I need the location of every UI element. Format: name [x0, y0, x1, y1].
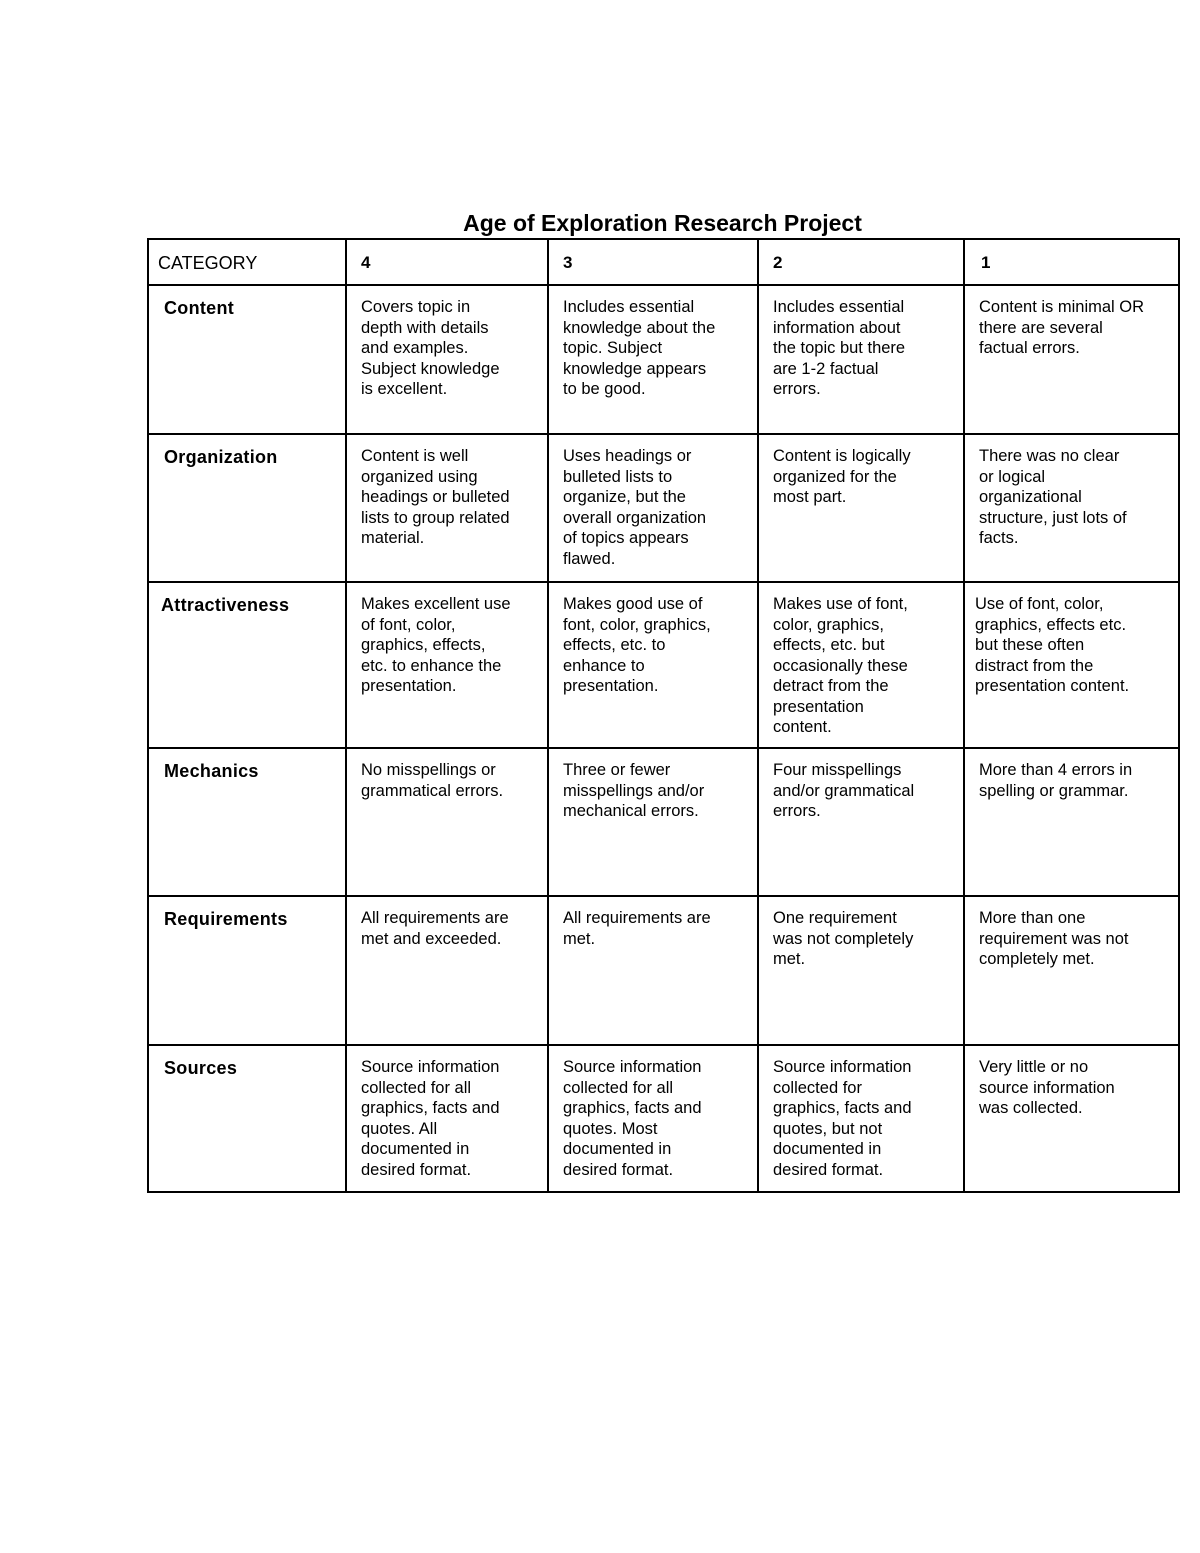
criteria-cell	[964, 1045, 1179, 1192]
header-cell-score-2	[758, 239, 964, 285]
criteria-cell	[548, 285, 758, 434]
criteria-text: Makes excellent use of font, color, graphics, effects, etc. to enhance the presentation.	[361, 595, 511, 695]
header-cell-score-3	[548, 239, 758, 285]
criteria-text: Covers topic in depth with details and examples. Subject knowledge is excellent.	[361, 298, 500, 398]
header-label: CATEGORY	[158, 253, 258, 273]
header-cell-score-4	[346, 239, 548, 285]
criteria-cell	[964, 896, 1179, 1045]
criteria-cell	[346, 434, 548, 582]
header-label: 1	[981, 253, 991, 272]
criteria-text: Content is logically organized for the most part.	[773, 447, 911, 506]
criteria-cell	[548, 1045, 758, 1192]
header-row	[148, 239, 1179, 285]
criteria-text: There was no clear or logical organizational structure, just lots of facts.	[979, 447, 1127, 547]
criteria-cell	[548, 748, 758, 896]
criteria-text: Makes use of font, color, graphics, effects, etc. but occasionally these detract from the presentation content.	[773, 595, 908, 736]
category-cell	[148, 285, 346, 434]
criteria-text: Content is well organized using headings or bulleted lists to group related material.	[361, 447, 510, 547]
criteria-text: Source information collected for all graphics, facts and quotes. All documented in desired format.	[361, 1058, 500, 1179]
header-cell-score-1	[964, 239, 1179, 285]
criteria-cell	[964, 582, 1179, 748]
criteria-cell	[346, 748, 548, 896]
criteria-text: More than one requirement was not completely met.	[979, 909, 1129, 968]
category-label: Attractiveness	[161, 595, 290, 615]
criteria-cell	[758, 896, 964, 1045]
criteria-cell	[964, 434, 1179, 582]
criteria-cell	[548, 896, 758, 1045]
criteria-text: Uses headings or bulleted lists to organize, but the overall organization of topics appears flawed.	[563, 447, 707, 568]
header-label: 4	[361, 253, 371, 272]
criteria-text: Includes essential knowledge about the topic. Subject knowledge appears to be good.	[563, 298, 716, 398]
criteria-text: Source information collected for graphics, facts and quotes, but not documented in desired format.	[773, 1058, 912, 1179]
criteria-text: Very little or no source information was collected.	[979, 1058, 1115, 1117]
criteria-cell	[758, 434, 964, 582]
criteria-cell	[964, 748, 1179, 896]
category-cell	[148, 748, 346, 896]
category-cell	[148, 434, 346, 582]
criteria-text: No misspellings or grammatical errors.	[361, 761, 504, 800]
criteria-text: All requirements are met.	[563, 909, 711, 948]
table-row	[148, 434, 1179, 582]
header-label: 2	[773, 253, 783, 272]
criteria-text: Use of font, color, graphics, effects etc. but these often distract from the presentation content.	[975, 595, 1130, 695]
category-label: Content	[164, 298, 235, 318]
criteria-cell	[346, 285, 548, 434]
criteria-cell	[548, 434, 758, 582]
table-row	[148, 896, 1179, 1045]
category-cell	[148, 896, 346, 1045]
header-cell-category	[148, 239, 346, 285]
table-row	[148, 285, 1179, 434]
criteria-text: Three or fewer misspellings and/or mechanical errors.	[563, 761, 705, 820]
criteria-cell	[548, 582, 758, 748]
category-label: Mechanics	[164, 761, 259, 781]
criteria-text: Four misspellings and/or grammatical errors.	[773, 761, 915, 820]
criteria-text: Source information collected for all graphics, facts and quotes. Most documented in desired format.	[563, 1058, 702, 1179]
criteria-text: All requirements are met and exceeded.	[361, 909, 509, 948]
criteria-text: Content is minimal OR there are several factual errors.	[979, 298, 1145, 357]
criteria-cell	[346, 1045, 548, 1192]
criteria-cell	[346, 896, 548, 1045]
criteria-cell	[964, 285, 1179, 434]
header-label: 3	[563, 253, 573, 272]
table-row	[148, 1045, 1179, 1192]
criteria-cell	[758, 1045, 964, 1192]
rubric-table	[147, 238, 1180, 1193]
criteria-text: More than 4 errors in spelling or grammar.	[979, 761, 1133, 800]
criteria-cell	[758, 748, 964, 896]
category-label: Sources	[164, 1058, 238, 1078]
page-title: Age of Exploration Research Project	[463, 210, 862, 236]
category-label: Requirements	[164, 909, 288, 929]
category-label: Organization	[164, 447, 278, 467]
table-row	[148, 582, 1179, 748]
criteria-cell	[758, 285, 964, 434]
category-cell	[148, 582, 346, 748]
criteria-cell	[758, 582, 964, 748]
criteria-text: Includes essential information about the topic but there are 1-2 factual errors.	[773, 298, 906, 398]
criteria-text: One requirement was not completely met.	[773, 909, 914, 968]
table-row	[148, 748, 1179, 896]
criteria-text: Makes good use of font, color, graphics, effects, etc. to enhance to presentation.	[563, 595, 711, 695]
category-cell	[148, 1045, 346, 1192]
criteria-cell	[346, 582, 548, 748]
